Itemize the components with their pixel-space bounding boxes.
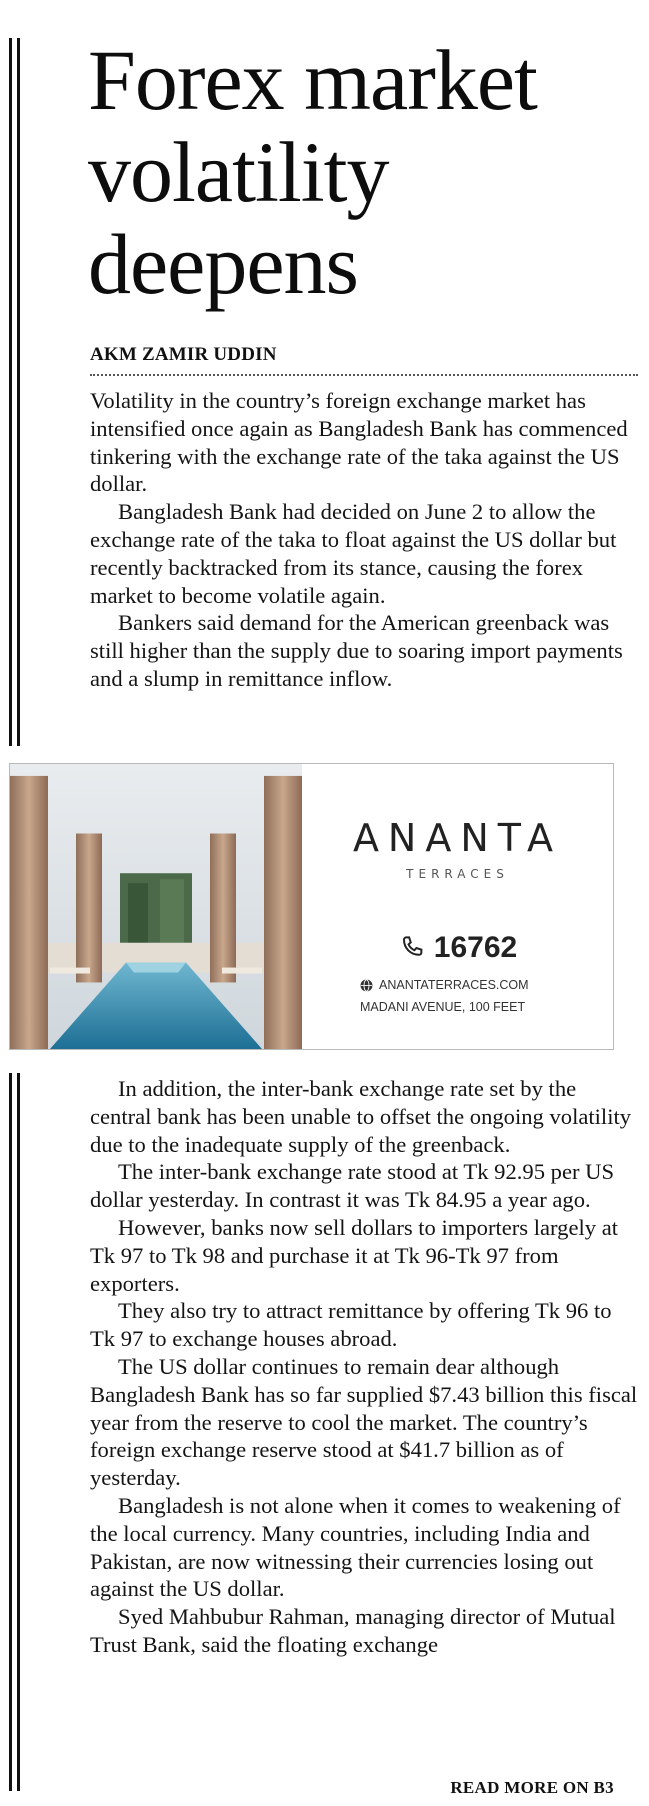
ad-phone[interactable]	[302, 931, 613, 965]
globe-icon	[360, 979, 373, 992]
ad-website[interactable]	[360, 978, 529, 992]
paragraph: Bangladesh is not alone when it comes to weakening of the local currency. Many countries, including India and Pakistan, are now witnessing their currencies losing out against the US dollar.	[90, 1492, 621, 1602]
read-more-link[interactable]: READ MORE ON B3	[450, 1778, 614, 1797]
column-rule	[9, 38, 12, 746]
headline-line: volatility	[88, 124, 389, 220]
ad-website-text: ANANTATERRACES.COM	[379, 978, 529, 992]
phone-icon	[398, 933, 428, 963]
ad-brand: ANANTA	[352, 816, 563, 860]
paragraph: However, banks now sell dollars to importers largely at Tk 97 to Tk 98 and purchase it at Tk 96-Tk 97 from exporters.	[90, 1214, 619, 1296]
column-rule	[17, 38, 20, 746]
paragraph: They also try to attract remittance by offering Tk 96 to Tk 97 to exchange houses abroad.	[90, 1298, 612, 1352]
paragraph: In addition, the inter-bank exchange rate set by the central bank has been unable to offset the ongoing volatility due to the inadequate supply of the greenback.	[90, 1076, 632, 1157]
byline: AKM ZAMIR UDDIN	[90, 344, 277, 365]
paragraph: Bangladesh Bank had decided on June 2 to allow the exchange rate of the taka to float against the US dollar but recently backtracked from its stance, causing the forex market to become volatile again.	[90, 499, 617, 608]
headline-line: Forex market	[88, 32, 537, 128]
ad-pool-image	[10, 764, 302, 1049]
advertisement[interactable]	[9, 763, 614, 1050]
paragraph: Volatility in the country’s foreign exchange market has intensified once again as Bangladesh Bank has commenced tinkering with the exchange rate of the taka against the US dollar.	[90, 388, 628, 497]
article-body-bottom	[90, 1075, 640, 1659]
ad-phone-number: 16762	[433, 931, 518, 964]
column-rule	[9, 1073, 12, 1791]
paragraph: Bankers said demand for the American greenback was still higher than the supply due to soaring import payments and a slump in remittance inflow.	[90, 610, 623, 691]
column-rule	[17, 1073, 20, 1791]
paragraph: The inter-bank exchange rate stood at Tk 92.95 per US dollar yesterday. In contrast it was Tk 84.95 a year ago.	[90, 1159, 615, 1213]
paragraph: The US dollar continues to remain dear although Bangladesh Bank has so far supplied $7.43 billion this fiscal year from the reserve to cool the market. The country’s foreign exchange reserve stood at $41.7 billion as of yesterday.	[90, 1353, 638, 1491]
paragraph: Syed Mahbubur Rahman, managing director of Mutual Trust Bank, said the floating exchange	[90, 1604, 616, 1657]
ad-brand-sub: TERRACES	[406, 867, 509, 881]
dotted-divider	[90, 374, 638, 376]
headline-line: deepens	[88, 216, 358, 312]
article-body-top	[90, 387, 640, 693]
ad-address: MADANI AVENUE, 100 FEET	[360, 1000, 526, 1014]
headline	[88, 34, 643, 310]
ad-copy	[302, 764, 613, 1049]
